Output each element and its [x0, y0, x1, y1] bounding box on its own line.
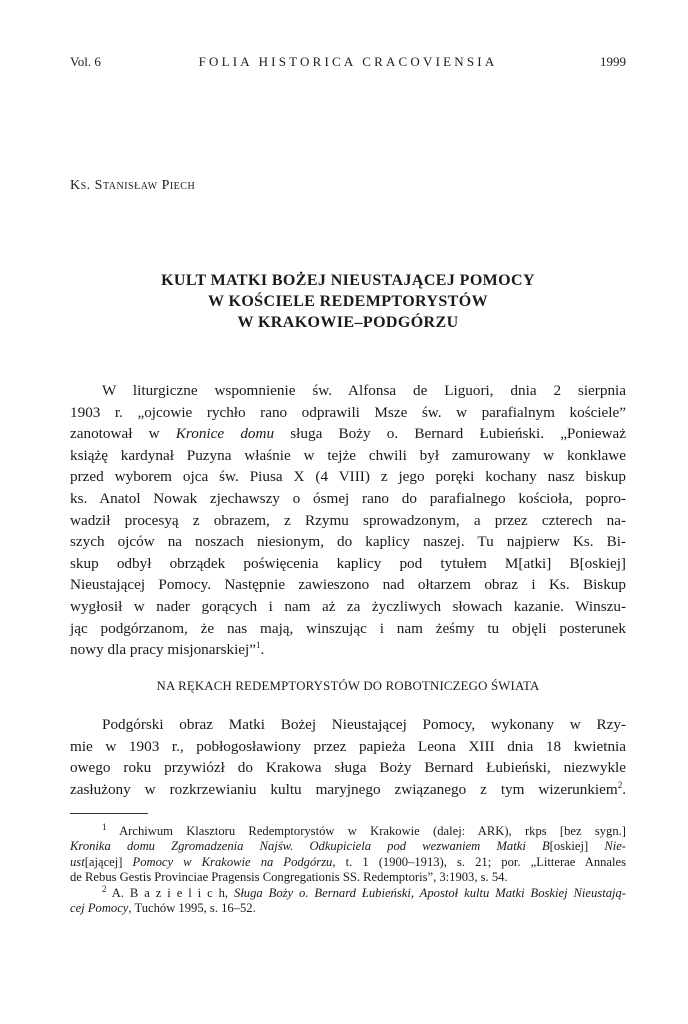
- text-line: skup odbył obrządek poświęcenia kaplicy pod tytułem M[atki] B[oskiej]: [70, 554, 626, 572]
- text-line: 1903 r. „ojcowie rychło rano odprawili Msze św. w parafialnym kościele”: [70, 403, 626, 421]
- text-line: Podgórski obraz Matki Bożej Nieustającej Pomocy, wykonany w Rzy-: [102, 716, 626, 733]
- source-title-italic: Kronice domu: [175, 425, 275, 443]
- text-line: zasłużony w rozkrzewianiu kultu maryjnego związanego z tym wizerunkiem$^2$.: [70, 779, 626, 798]
- section-heading: NA RĘKACH REDEMPTORYSTÓW DO ROBOTNICZEGO ŚWIATA: [156, 679, 540, 693]
- footnote-ref[interactable]: 2: [617, 779, 623, 790]
- paragraph-intro: [70, 380, 626, 661]
- title-line: KULT MATKI BOŻEJ NIEUSTAJĄCEJ POMOCY: [161, 272, 535, 289]
- footnote-line: ust[ającej] Pomocy w Krakowie na Podgórzu, t. 1 (1900–1913), s. 21; por. „Litterae Annales: [70, 854, 626, 869]
- footnote-mark: 1: [102, 821, 107, 832]
- footnote-line: de Rebus Gestis Provinciae Pragensis Congregationis SS. Redemptoris”, 3:1903, s. 54.: [70, 870, 508, 885]
- text-line: jąc podgórzanom, że nas mają, winszując i nam żeśmy tu objęli posterunek: [70, 619, 626, 637]
- footnote-1: $^1$ Archiwum Klasztoru Redemptorystów w Krakowie (dalej: ARK), rkps [bez sygn.]: [102, 821, 626, 838]
- text-line: owego roku przywiózł do Krakowa sługa Boży Bernard Łubieński, niezwykle: [70, 759, 626, 777]
- footnote-mark: 2: [102, 883, 107, 894]
- footnote-line: cej Pomocy, Tuchów 1995, s. 16–52.: [70, 901, 256, 916]
- author-name: Ks. Stanisław Piech: [70, 178, 196, 193]
- text-line: Nieustającej Pomocy. Następnie zawieszono nad ołtarzem obraz i Ks. Biskup: [70, 576, 626, 594]
- text-line: ks. Anatol Nowak zjechawszy o ósmej rano do parafialnego kościoła, popro-: [70, 489, 626, 507]
- footnotes: [70, 821, 626, 916]
- text-line: zanotował w Kronice domu sługa Boży o. Bernard Łubieński. „Ponieważ: [70, 425, 626, 443]
- text-line: przed wyborem ojca św. Piusa X (4 VIII) z jego poręki kochany nasz biskup: [70, 468, 626, 486]
- text-line: W liturgiczne wspomnienie św. Alfonsa de Liguori, dnia 2 sierpnia: [102, 382, 626, 399]
- volume-label: Vol. 6: [70, 54, 101, 69]
- text-line: szych ojców na noszach niesionym, do kaplicy naszej. Tu najpierw Ks. Bi-: [70, 533, 626, 551]
- footnote-ref[interactable]: 1: [256, 640, 261, 651]
- footnote-2: $^2$ A. B a z i e l i c h, Sługa Boży o. Bernard Łubieński, Apostoł kultu Matki Boskiej Nieustają-: [102, 883, 626, 900]
- running-header: [70, 54, 626, 72]
- title-line: W KRAKOWIE–PODGÓRZU: [237, 314, 459, 331]
- footnote-line: Kronika domu Zgromadzenia Najśw. Odkupiciela pod wezwaniem Matki B[oskiej] Nie-: [70, 839, 626, 854]
- footnote-separator: [70, 813, 148, 814]
- text-line: nowy dla pracy misjonarskiej”$^1$.: [70, 640, 265, 659]
- text-line: wygłosił w nader gorących i nam aż za życzliwych słowach kazanie. Winszu-: [70, 597, 626, 615]
- text-line: mie w 1903 r., pobłogosławiony przez papieża Leona XIII dnia 18 kwietnia: [70, 737, 626, 755]
- title-line: W KOŚCIELE REDEMPTORYSTÓW: [207, 293, 488, 310]
- text-line: książę kardynał Puzyna właśnie w tejże chwili był zamurowany w konklawe: [70, 446, 626, 464]
- article-title: [70, 270, 626, 333]
- paragraph-section: [70, 714, 626, 800]
- journal-title: FOLIA HISTORICA CRACOVIENSIA: [198, 54, 498, 69]
- text-line: wadził procesyą z obrazem, z Rzymu sprowadzonym, a przez czterech na-: [70, 511, 626, 529]
- year-label: 1999: [600, 54, 626, 69]
